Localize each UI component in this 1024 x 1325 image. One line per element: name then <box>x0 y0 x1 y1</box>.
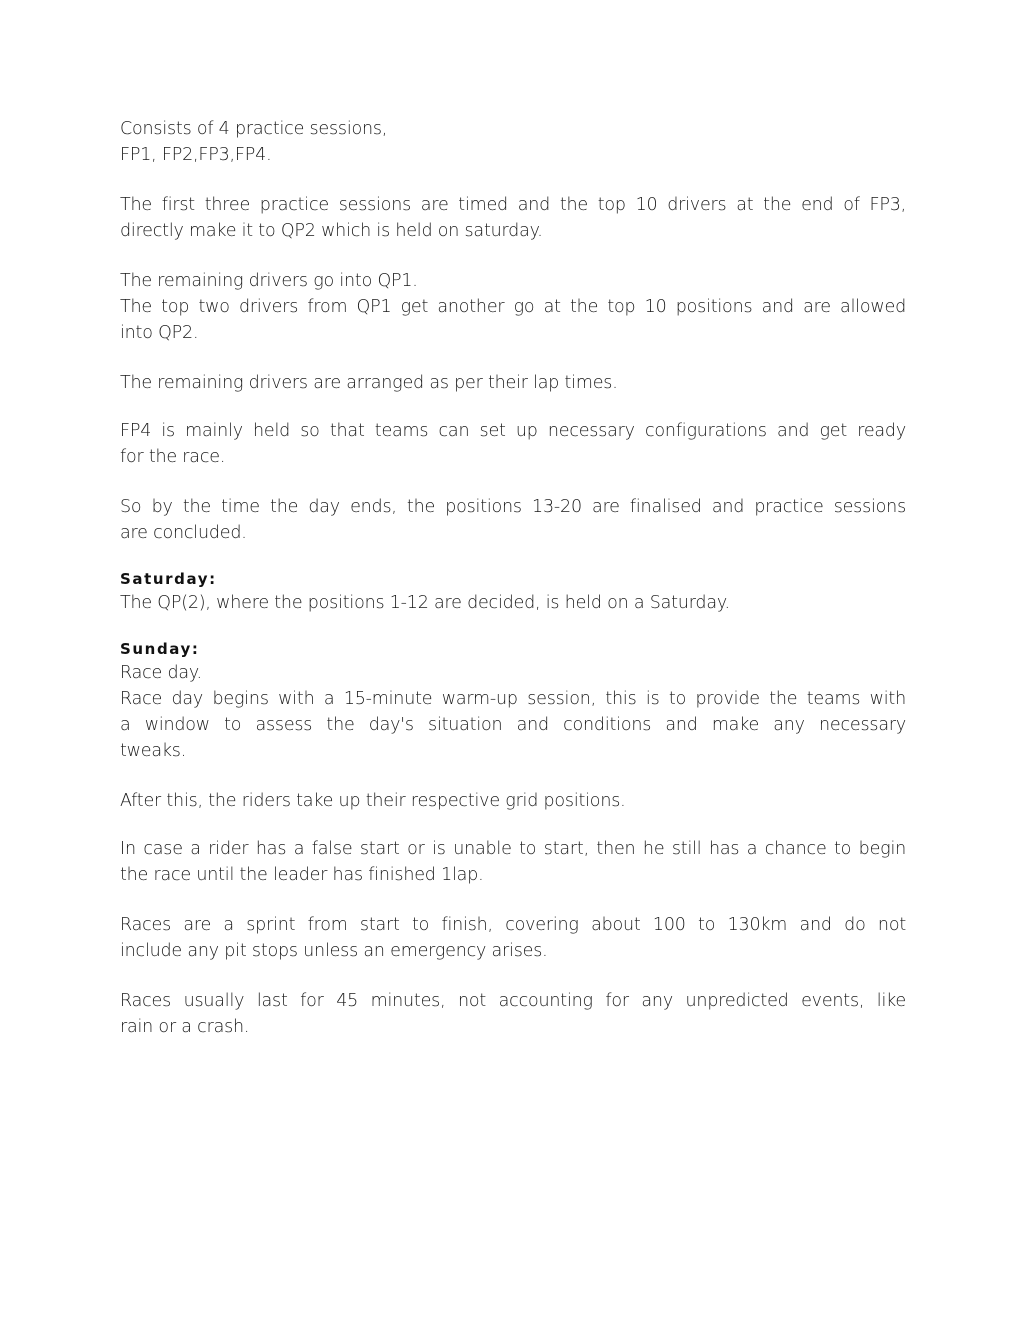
document-body <box>120 116 906 1040</box>
race-distance-paragraph <box>120 912 906 964</box>
grid-positions-paragraph <box>120 788 906 814</box>
day-end-paragraph <box>120 494 906 546</box>
text-line: include any pit stops unless an emergency arises. <box>120 941 548 961</box>
remaining-drivers-paragraph <box>120 370 906 396</box>
text-line: After this, the riders take up their respective grid positions. <box>120 791 626 811</box>
false-start-paragraph <box>120 836 906 888</box>
sunday-heading: Sunday: <box>120 640 200 658</box>
sunday-paragraph <box>120 660 906 764</box>
text-line: FP4 is mainly held so that teams can set up necessary configurations and get ready <box>120 421 906 441</box>
text-line: Race day. <box>120 663 202 683</box>
text-line: FP1, FP2,FP3,FP4. <box>120 145 272 165</box>
text-line: directly make it to QP2 which is held on saturday. <box>120 221 543 241</box>
text-line: Race day begins with a 15-minute warm-up session, this is to provide the teams with <box>120 689 906 709</box>
text-line: the race until the leader has finished 1lap. <box>120 865 484 885</box>
text-line: The remaining drivers go into QP1. <box>120 271 418 291</box>
text-line: Races are a sprint from start to finish, covering about 100 to 130km and do not <box>120 915 906 935</box>
text-line: So by the time the day ends, the positions 13-20 are finalised and practice sessions <box>120 497 906 517</box>
text-line: a window to assess the day's situation and conditions and make any necessary <box>120 715 906 735</box>
text-line: Races usually last for 45 minutes, not accounting for any unpredicted events, like <box>120 991 906 1011</box>
fp4-paragraph <box>120 418 906 470</box>
text-line: Consists of 4 practice sessions, <box>120 119 388 139</box>
saturday-heading: Saturday: <box>120 570 217 588</box>
qp1-paragraph <box>120 268 906 346</box>
saturday-paragraph <box>120 590 906 616</box>
race-duration-paragraph <box>120 988 906 1040</box>
text-line: The top two drivers from QP1 get another go at the top 10 positions and are allowed <box>120 297 906 317</box>
intro-paragraph <box>120 116 906 168</box>
practice-timing-paragraph <box>120 192 906 244</box>
text-line: The QP(2), where the positions 1-12 are decided, is held on a Saturday. <box>120 593 730 613</box>
text-line: In case a rider has a false start or is unable to start, then he still has a chance to begin <box>120 839 906 859</box>
text-line: are concluded. <box>120 523 247 543</box>
text-line: for the race. <box>120 447 226 467</box>
text-line: into QP2. <box>120 323 199 343</box>
text-line: The first three practice sessions are timed and the top 10 drivers at the end of FP3, <box>120 195 906 215</box>
text-line: tweaks. <box>120 741 187 761</box>
text-line: The remaining drivers are arranged as per their lap times. <box>120 373 618 393</box>
text-line: rain or a crash. <box>120 1017 250 1037</box>
